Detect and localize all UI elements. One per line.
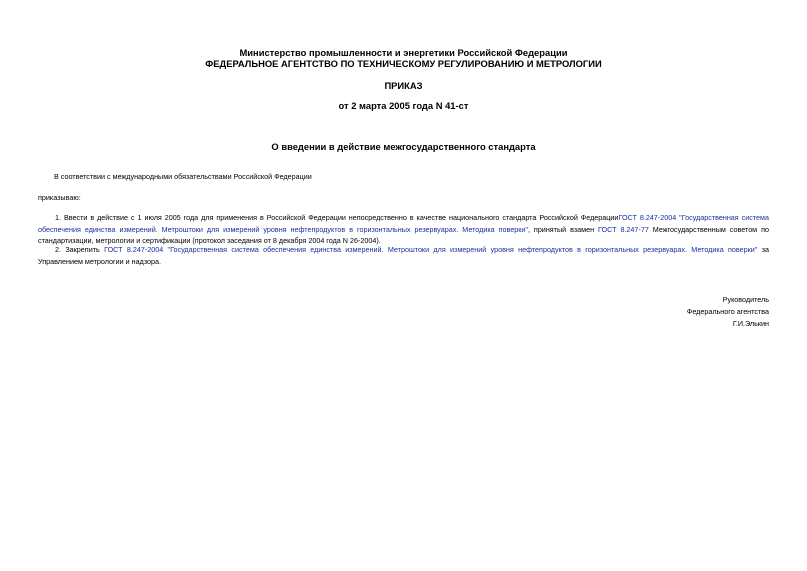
item2-text-b: за Управлением метрологии и надзора. xyxy=(38,245,769,266)
signature-position: Руководитель xyxy=(722,295,769,304)
order-item-2 xyxy=(38,244,769,267)
agency-name: ФЕДЕРАЛЬНОЕ АГЕНТСТВО ПО ТЕХНИЧЕСКОМУ РЕГУЛИРОВАНИЮ И МЕТРОЛОГИИ xyxy=(205,58,602,69)
order-word: приказываю: xyxy=(38,193,81,202)
gost-8-247-77-link[interactable]: ГОСТ 8.247-77 xyxy=(598,224,649,234)
ministry-name: Министерство промышленности и энергетики Российской Федерации xyxy=(239,47,568,58)
gost-8-247-2004-link-2[interactable]: ГОСТ 8.247-2004 "Государственная система обеспечения единства измерений. Метроштоки для измерений уровня нефтепродуктов в горизонтальных резервуарах. Методика поверки" xyxy=(104,245,758,254)
document-header xyxy=(0,47,807,69)
preamble-text: В соответствии с международными обязательствами Российской Федерации xyxy=(54,172,312,181)
signature-block xyxy=(687,294,769,330)
signature-organization: Федерального агентства xyxy=(686,307,769,316)
document-subject: О введении в действие межгосударственного стандарта xyxy=(271,141,536,152)
item1-text-b: , принятый взамен xyxy=(527,224,599,234)
document-date-number: от 2 марта 2005 года N 41-ст xyxy=(338,100,469,111)
order-item-1 xyxy=(38,212,769,247)
item2-text-a: 2. Закрепить xyxy=(55,245,105,254)
item1-text-c: Межгосударственным советом по стандартизации, метрологии и сертификации (протокол заседания от 8 декабря 2004 года N 26-2004). xyxy=(38,224,769,245)
signature-name: Г.И.Элькин xyxy=(732,319,769,328)
gost-8-247-2004-link[interactable]: ГОСТ 8.247-2004 "Государственная система обеспечения единства измерений. Метроштоки для измерений уровня нефтепродуктов в горизонтальных резервуарах. Методика поверки" xyxy=(38,213,769,234)
item1-text-a: 1. Ввести в действие с 1 июля 2005 года для применения в Российской Федерации непосредственно в качестве национального стандарта Российской Федерации xyxy=(55,213,619,222)
document-type: ПРИКАЗ xyxy=(384,80,423,91)
